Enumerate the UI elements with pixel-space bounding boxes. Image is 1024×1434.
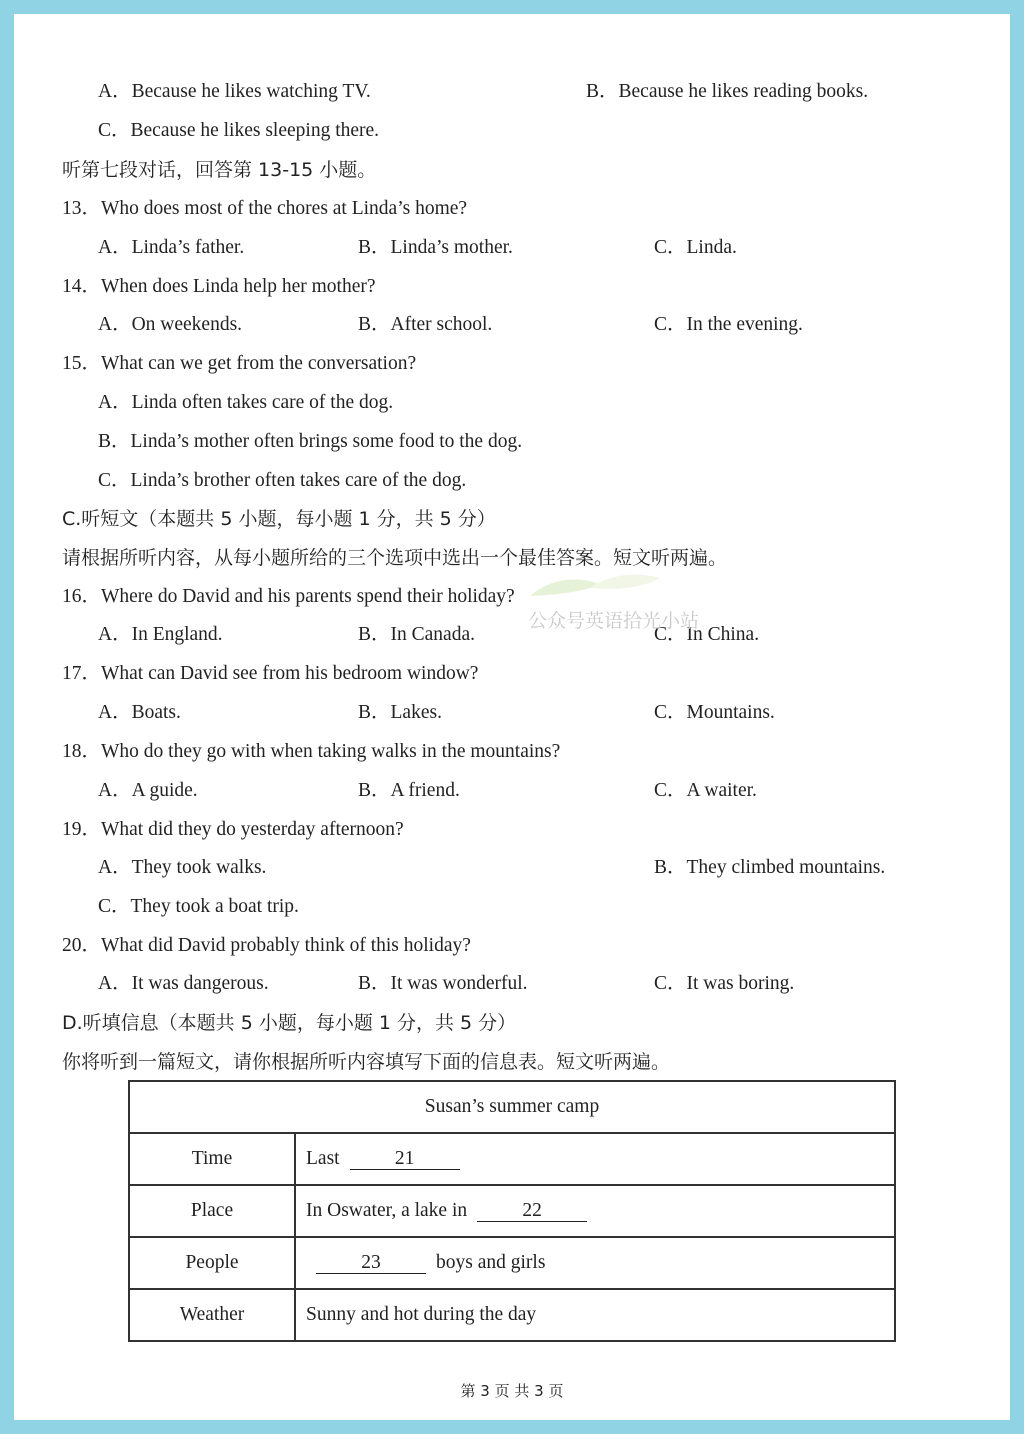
section-c-heading: C.听短文（本题共 5 小题，每小题 1 分，共 5 分） xyxy=(62,508,496,530)
q12-option-a: A．Because he likes watching TV. xyxy=(98,81,371,102)
table-row xyxy=(129,1185,895,1237)
row-label: Weather xyxy=(129,1289,295,1341)
row-label: Place xyxy=(129,1185,295,1237)
q13-option-a: A．Linda’s father. xyxy=(98,237,245,258)
q14-option-b: B．After school. xyxy=(358,314,493,335)
question-19: 19．What did they do yesterday afternoon? xyxy=(62,819,404,840)
page-footer: 第 3 页 共 3 页 xyxy=(460,1382,564,1400)
q15-option-a: A．Linda often takes care of the dog. xyxy=(98,392,394,413)
q18-option-c: C．A waiter. xyxy=(654,780,757,801)
q13-option-c: C．Linda. xyxy=(654,237,737,258)
row-label: Time xyxy=(129,1133,295,1185)
q19-option-a: A．They took walks. xyxy=(98,857,267,878)
section-c-instruction: 请根据所听内容，从每小题所给的三个选项中选出一个最佳答案。短文听两遍。 xyxy=(62,547,728,569)
question-14: 14．When does Linda help her mother? xyxy=(62,276,376,297)
question-18: 18．Who do they go with when taking walks in the mountains? xyxy=(62,741,561,762)
value-text: Last xyxy=(306,1148,340,1169)
row-value xyxy=(295,1133,895,1185)
q16-option-b: B．In Canada. xyxy=(358,624,475,645)
question-20: 20．What did David probably think of this holiday? xyxy=(62,935,471,956)
value-text: boys and girls xyxy=(436,1252,546,1273)
row-label: People xyxy=(129,1237,295,1289)
question-17: 17．What can David see from his bedroom window? xyxy=(62,663,479,684)
watermark-leaf-icon xyxy=(520,566,670,606)
q15-option-b: B．Linda’s mother often brings some food to the dog. xyxy=(98,431,523,452)
watermark-text: 公众号英语拾光小站 xyxy=(528,610,700,632)
q16-option-a: A．In England. xyxy=(98,624,223,645)
table-row xyxy=(129,1237,895,1289)
section-d-instruction: 你将听到一篇短文，请你根据所听内容填写下面的信息表。短文听两遍。 xyxy=(62,1051,671,1073)
q18-option-a: A．A guide. xyxy=(98,780,198,801)
row-value xyxy=(295,1185,895,1237)
q13-option-b: B．Linda’s mother. xyxy=(358,237,513,258)
answer-blank-23: 23 xyxy=(316,1253,426,1274)
q19-option-c: C．They took a boat trip. xyxy=(98,896,299,917)
q19-option-b: B．They climbed mountains. xyxy=(654,857,886,878)
q12-option-b: B．Because he likes reading books. xyxy=(586,81,869,102)
row-value: Sunny and hot during the day xyxy=(295,1289,895,1341)
answer-blank-22: 22 xyxy=(477,1201,587,1222)
q12-option-c: C．Because he likes sleeping there. xyxy=(98,120,380,141)
q17-option-b: B．Lakes. xyxy=(358,702,442,723)
q18-option-b: B．A friend. xyxy=(358,780,460,801)
table-row xyxy=(129,1289,895,1341)
row-value xyxy=(295,1237,895,1289)
section-instruction: 听第七段对话，回答第 13-15 小题。 xyxy=(62,159,377,181)
q17-option-c: C．Mountains. xyxy=(654,702,775,723)
section-d-heading: D.听填信息（本题共 5 小题，每小题 1 分，共 5 分） xyxy=(62,1012,517,1034)
table-header-row xyxy=(129,1081,895,1133)
q20-option-c: C．It was boring. xyxy=(654,973,795,994)
value-text: In Oswater, a lake in xyxy=(306,1200,468,1221)
q20-option-a: A．It was dangerous. xyxy=(98,973,269,994)
answer-blank-21: 21 xyxy=(350,1149,460,1170)
table-title: Susan’s summer camp xyxy=(129,1081,895,1133)
question-16: 16．Where do David and his parents spend their holiday? xyxy=(62,586,515,607)
q17-option-a: A．Boats. xyxy=(98,702,181,723)
table-row xyxy=(129,1133,895,1185)
q20-option-b: B．It was wonderful. xyxy=(358,973,528,994)
question-15: 15．What can we get from the conversation? xyxy=(62,353,417,374)
q14-option-a: A．On weekends. xyxy=(98,314,243,335)
q16-option-c: C．In China. xyxy=(654,624,760,645)
q15-option-c: C．Linda’s brother often takes care of the dog. xyxy=(98,470,467,491)
q14-option-c: C．In the evening. xyxy=(654,314,803,335)
question-13: 13．Who does most of the chores at Linda’s home? xyxy=(62,198,468,219)
summer-camp-table xyxy=(128,1080,896,1342)
exam-page xyxy=(14,14,1010,1420)
